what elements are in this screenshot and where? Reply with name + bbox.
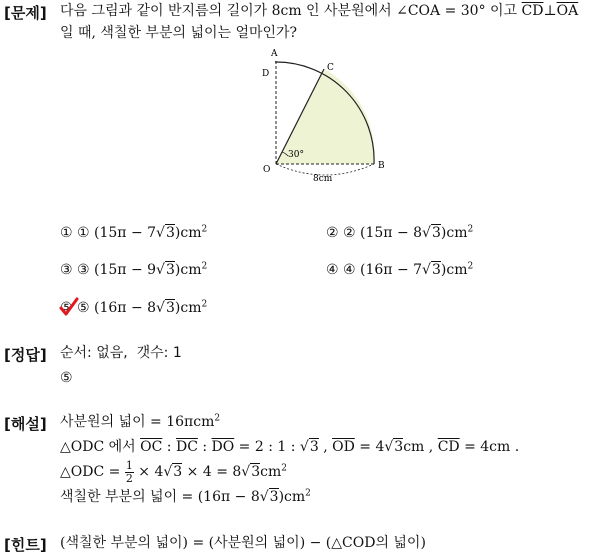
quarter-circle-diagram xyxy=(255,46,395,186)
option-marker-wrap xyxy=(60,299,73,317)
option-number: ② xyxy=(343,225,356,241)
perp-symbol: ⊥ xyxy=(543,3,557,19)
segment-oa: $\overline{OA}$ xyxy=(556,3,579,19)
problem-line-1 xyxy=(60,2,578,20)
option-number: ④ xyxy=(343,262,356,278)
segment-oc: $\overline{OC}$ xyxy=(140,439,163,455)
option-expr: (15π − 7 xyxy=(94,225,157,241)
label-d: D xyxy=(262,69,270,79)
solution-text: × 4 = 8 xyxy=(182,464,242,480)
answer-line-1: 순서: 없음, 갯수: 1 xyxy=(60,345,182,361)
problem-line-2: 일 때, 색칠한 부분의 넓이는 얼마인가? xyxy=(60,25,298,41)
sqrt-value: 3 xyxy=(165,225,175,241)
problem-label: [문제] xyxy=(4,4,47,22)
shaded-region xyxy=(275,62,374,164)
option-marker: ④ xyxy=(326,262,339,278)
solution-text: 색칠한 부분의 넓이 = (16π − 8 xyxy=(60,489,260,505)
segment-cd: $\overline{CD}$ xyxy=(437,439,460,455)
label-o: O xyxy=(263,165,271,175)
option-expr: (16π − 7 xyxy=(360,262,423,278)
option-3[interactable]: ③ ③ $(15\pi - 9√3)cm^2$ xyxy=(60,261,208,278)
sqrt-value: 3 xyxy=(251,464,261,480)
checkmark-icon xyxy=(59,297,79,317)
option-unit: )cm xyxy=(174,300,202,316)
unit-text: )cm xyxy=(278,489,306,505)
ratio-text: = 2 : 1 : xyxy=(234,439,300,455)
answer-label: [정답] xyxy=(4,346,47,364)
option-marker: ② xyxy=(326,225,339,241)
sqrt-value: 3 xyxy=(431,225,441,241)
solution-text: × 4 xyxy=(133,464,164,480)
exponent: 2 xyxy=(305,488,311,499)
solution-line-4: 색칠한 부분의 넓이 = $(16\pi - 8√3)cm^2$ xyxy=(60,488,311,505)
colon: : xyxy=(197,439,212,455)
unit-text: cm , xyxy=(403,439,438,455)
exponent: 2 xyxy=(467,224,474,235)
option-number: ① xyxy=(77,225,90,241)
solution-line-2: △ODC 에서 $\overline{OC}$ : $\overline{DC}$ : $\overline{DO} = 2$ : 1 : √3 , $\overline{OD} = 4√3cm$ , $\overline{CD} = 4cm$ . xyxy=(60,439,520,455)
exponent: 2 xyxy=(214,413,221,424)
solution-text: △ODC = xyxy=(60,464,125,480)
option-2[interactable]: ② ② $(15\pi - 8√3)cm^2$ xyxy=(326,224,474,241)
option-5[interactable]: ⑤ ⑤ $(16\pi - 8√3)cm^2$ xyxy=(60,299,207,317)
label-a: A xyxy=(271,49,278,59)
option-number: ③ xyxy=(77,262,90,278)
segment-od: $\overline{OD}$ xyxy=(332,439,355,455)
segment-do: $\overline{DO}$ xyxy=(211,439,235,455)
solution-text: 사분원의 넓이 = 16πcm xyxy=(60,414,215,430)
exponent: 2 xyxy=(201,261,208,272)
option-marker: ③ xyxy=(60,262,73,278)
label-b: B xyxy=(378,161,385,171)
fraction xyxy=(125,460,134,485)
comma: , xyxy=(318,439,333,455)
segment-dc: $\overline{DC}$ xyxy=(175,439,198,455)
label-c: C xyxy=(327,63,334,73)
hint-text: (색칠한 부분의 넓이) = (사분원의 넓이) − (△COD의 넓이) xyxy=(60,535,426,551)
answer-line-2: ⑤ xyxy=(60,370,73,386)
segment-cd: $\overline{CD}$ xyxy=(521,3,544,19)
sqrt-value: 3 xyxy=(431,262,441,278)
sqrt-value: 3 xyxy=(269,489,279,505)
option-unit: )cm xyxy=(174,262,202,278)
angle-label: 30° xyxy=(288,150,304,160)
solution-text: △ODC 에서 xyxy=(60,439,141,455)
option-expr: (16π − 8 xyxy=(94,300,157,316)
option-marker: ① xyxy=(60,225,73,241)
sqrt-value: 3 xyxy=(394,439,404,455)
sqrt-value: 3 xyxy=(309,439,319,455)
equals-text: = 4cm . xyxy=(459,439,520,455)
exponent: 2 xyxy=(201,224,208,235)
sqrt-value: 3 xyxy=(173,464,183,480)
solution-label: [해설] xyxy=(4,415,47,433)
exponent: 2 xyxy=(201,299,208,310)
option-1[interactable]: ① ① $(15\pi - 7√3)cm^2$ xyxy=(60,224,208,241)
hint-label: [힌트] xyxy=(4,536,47,554)
exponent: 2 xyxy=(281,463,287,474)
solution-line-3: △ODC = $\frac{1}{2}$ × $4√3 \times 4 = 8√3cm^2$ xyxy=(60,458,287,485)
sqrt-value: 3 xyxy=(165,262,175,278)
option-unit: )cm xyxy=(440,225,468,241)
unit-text: cm xyxy=(260,464,282,480)
colon: : xyxy=(162,439,176,455)
equals-text: = 4 xyxy=(354,439,385,455)
option-expr: (15π − 8 xyxy=(360,225,423,241)
option-expr: (15π − 9 xyxy=(94,262,157,278)
exponent: 2 xyxy=(467,261,474,272)
numerator: 1 xyxy=(125,458,133,472)
radius-label: 8cm xyxy=(313,174,333,184)
option-marker: ⑤ xyxy=(60,300,73,316)
option-4[interactable]: ④ ④ $(16\pi - 7√3)cm^2$ xyxy=(326,261,474,278)
option-unit: )cm xyxy=(174,225,202,241)
problem-text: 다음 그림과 같이 반지름의 길이가 8cm 인 사분원에서 ∠COA = 30° 이고 xyxy=(60,3,522,19)
option-unit: )cm xyxy=(440,262,468,278)
option-number: ⑤ xyxy=(77,300,90,316)
denominator: 2 xyxy=(125,471,133,485)
sqrt-value: 3 xyxy=(165,300,175,316)
solution-line-1 xyxy=(60,413,220,431)
